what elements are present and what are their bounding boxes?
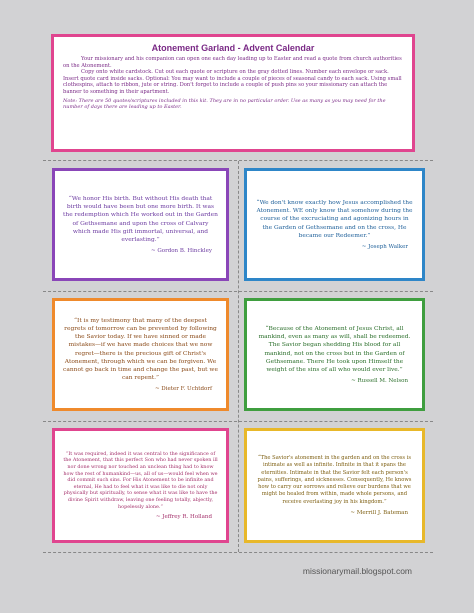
quote-card-walker [244,168,425,281]
quote-text: “We honor His birth. But without His death that birth would have been but one more birth. It was the redemption which He worked out in the Garden of Gethsemane and upon the cross of Calvary which made His gift immortal, universal, and everlasting.” [63,196,218,243]
quote-author: ~ Merrill J. Bateman [350,509,408,516]
quote-text: “It is my testimony that many of the deepest regrets of tomorrow can be prevented by following the Savior today. If we have sinned or made mistakes—if we have made choices that we now regret—there is the precious gift of Christ's Atonement, through which we can be forgiven. We cannot go back in time and change the past, but we can repent.” [63,318,218,381]
quote-card-uchtdorf [52,298,229,411]
quote-text: “The Savior's atonement in the garden and on the cross is intimate as well as infinite. Infinite in that it spans the eternities. Intimate in that the Savior felt each person's pains, sufferings, and sicknesses. Consequently, He knows how to carry our sorrows and relieve our burdens that we might be healed from within, made whole persons, and receive everlasting joy in his kingdom.” [257,455,412,505]
quote-text: “We don't know exactly how Jesus accomplished the Atonement. WE only know that somehow during the course of the excruciating and agonizing hours in the Garden of Gethsemane and on the cross, He became our Redeemer.” [256,200,413,239]
quote-card-holland [52,428,229,543]
quote-card-nelson [244,298,425,411]
instructions-note: Note: There are 50 quotes/scriptures included in this kit. They are in no particular order. Use as many as you may need for the number of days there are leading up to Easter. [63,97,386,110]
quote-author: ~ Joseph Walker [361,243,408,250]
instructions-panel [51,34,415,152]
quote-author: ~ Dieter F. Uchtdorf [154,385,212,392]
page-title: Atonement Garland - Advent Calendar [151,43,315,53]
quote-text: “It was required, indeed it was central to the significance of the Atonement, that this perfect Son who had never spoken ill nor done wrong nor touched an unclean thing had to know how the rest of humankind—us, all of us—would feel when we did commit such sins. For His Atonement to be infinite and eternal, He had to feel what it was like to die not only physically but spiritually, to sense what it was like to have the divine Spirit withdraw, leaving one feeling totally, abjectly, hopelessly alone.” [63,450,218,510]
cut-line-vertical [238,161,239,552]
instructions-intro: Your missionary and his companion can open one each day leading up to Easter and read a quote from church authorities on the Atonement. [63,56,402,69]
quote-text: “Because of the Atonement of Jesus Christ, all mankind, even as many as will, shall be redeemed. The Savior began shedding His blood for all mankind, not on the cross but in the Garden of Gethsemane. There He took upon Himself the weight of the sins of all who would ever live.” [258,326,411,373]
instructions-steps: Copy onto white cardstock. Cut out each quote or scripture on the gray dotted lines. Number each envelope or sack. Insert quote card inside sacks. Optional: You may want to include a couple of pieces of seasonal candy to each sack. Using small clothespins, attach to ribbon, jute or string. Don't forget to include a couple of push pins so your missionary can attach the banner to something in their apartment. [63,69,402,95]
quote-card-hinckley [52,168,229,281]
cut-line-horizontal [43,421,433,422]
blog-url: missionarymail.blogspot.com [302,566,412,576]
cut-line-horizontal [43,291,433,292]
quote-card-bateman [244,428,425,543]
quote-author: ~ Jeffrey R. Holland [155,514,212,521]
quote-author: ~ Gordon B. Hinckley [151,247,212,254]
quote-author: ~ Russell M. Nelson [351,377,408,384]
